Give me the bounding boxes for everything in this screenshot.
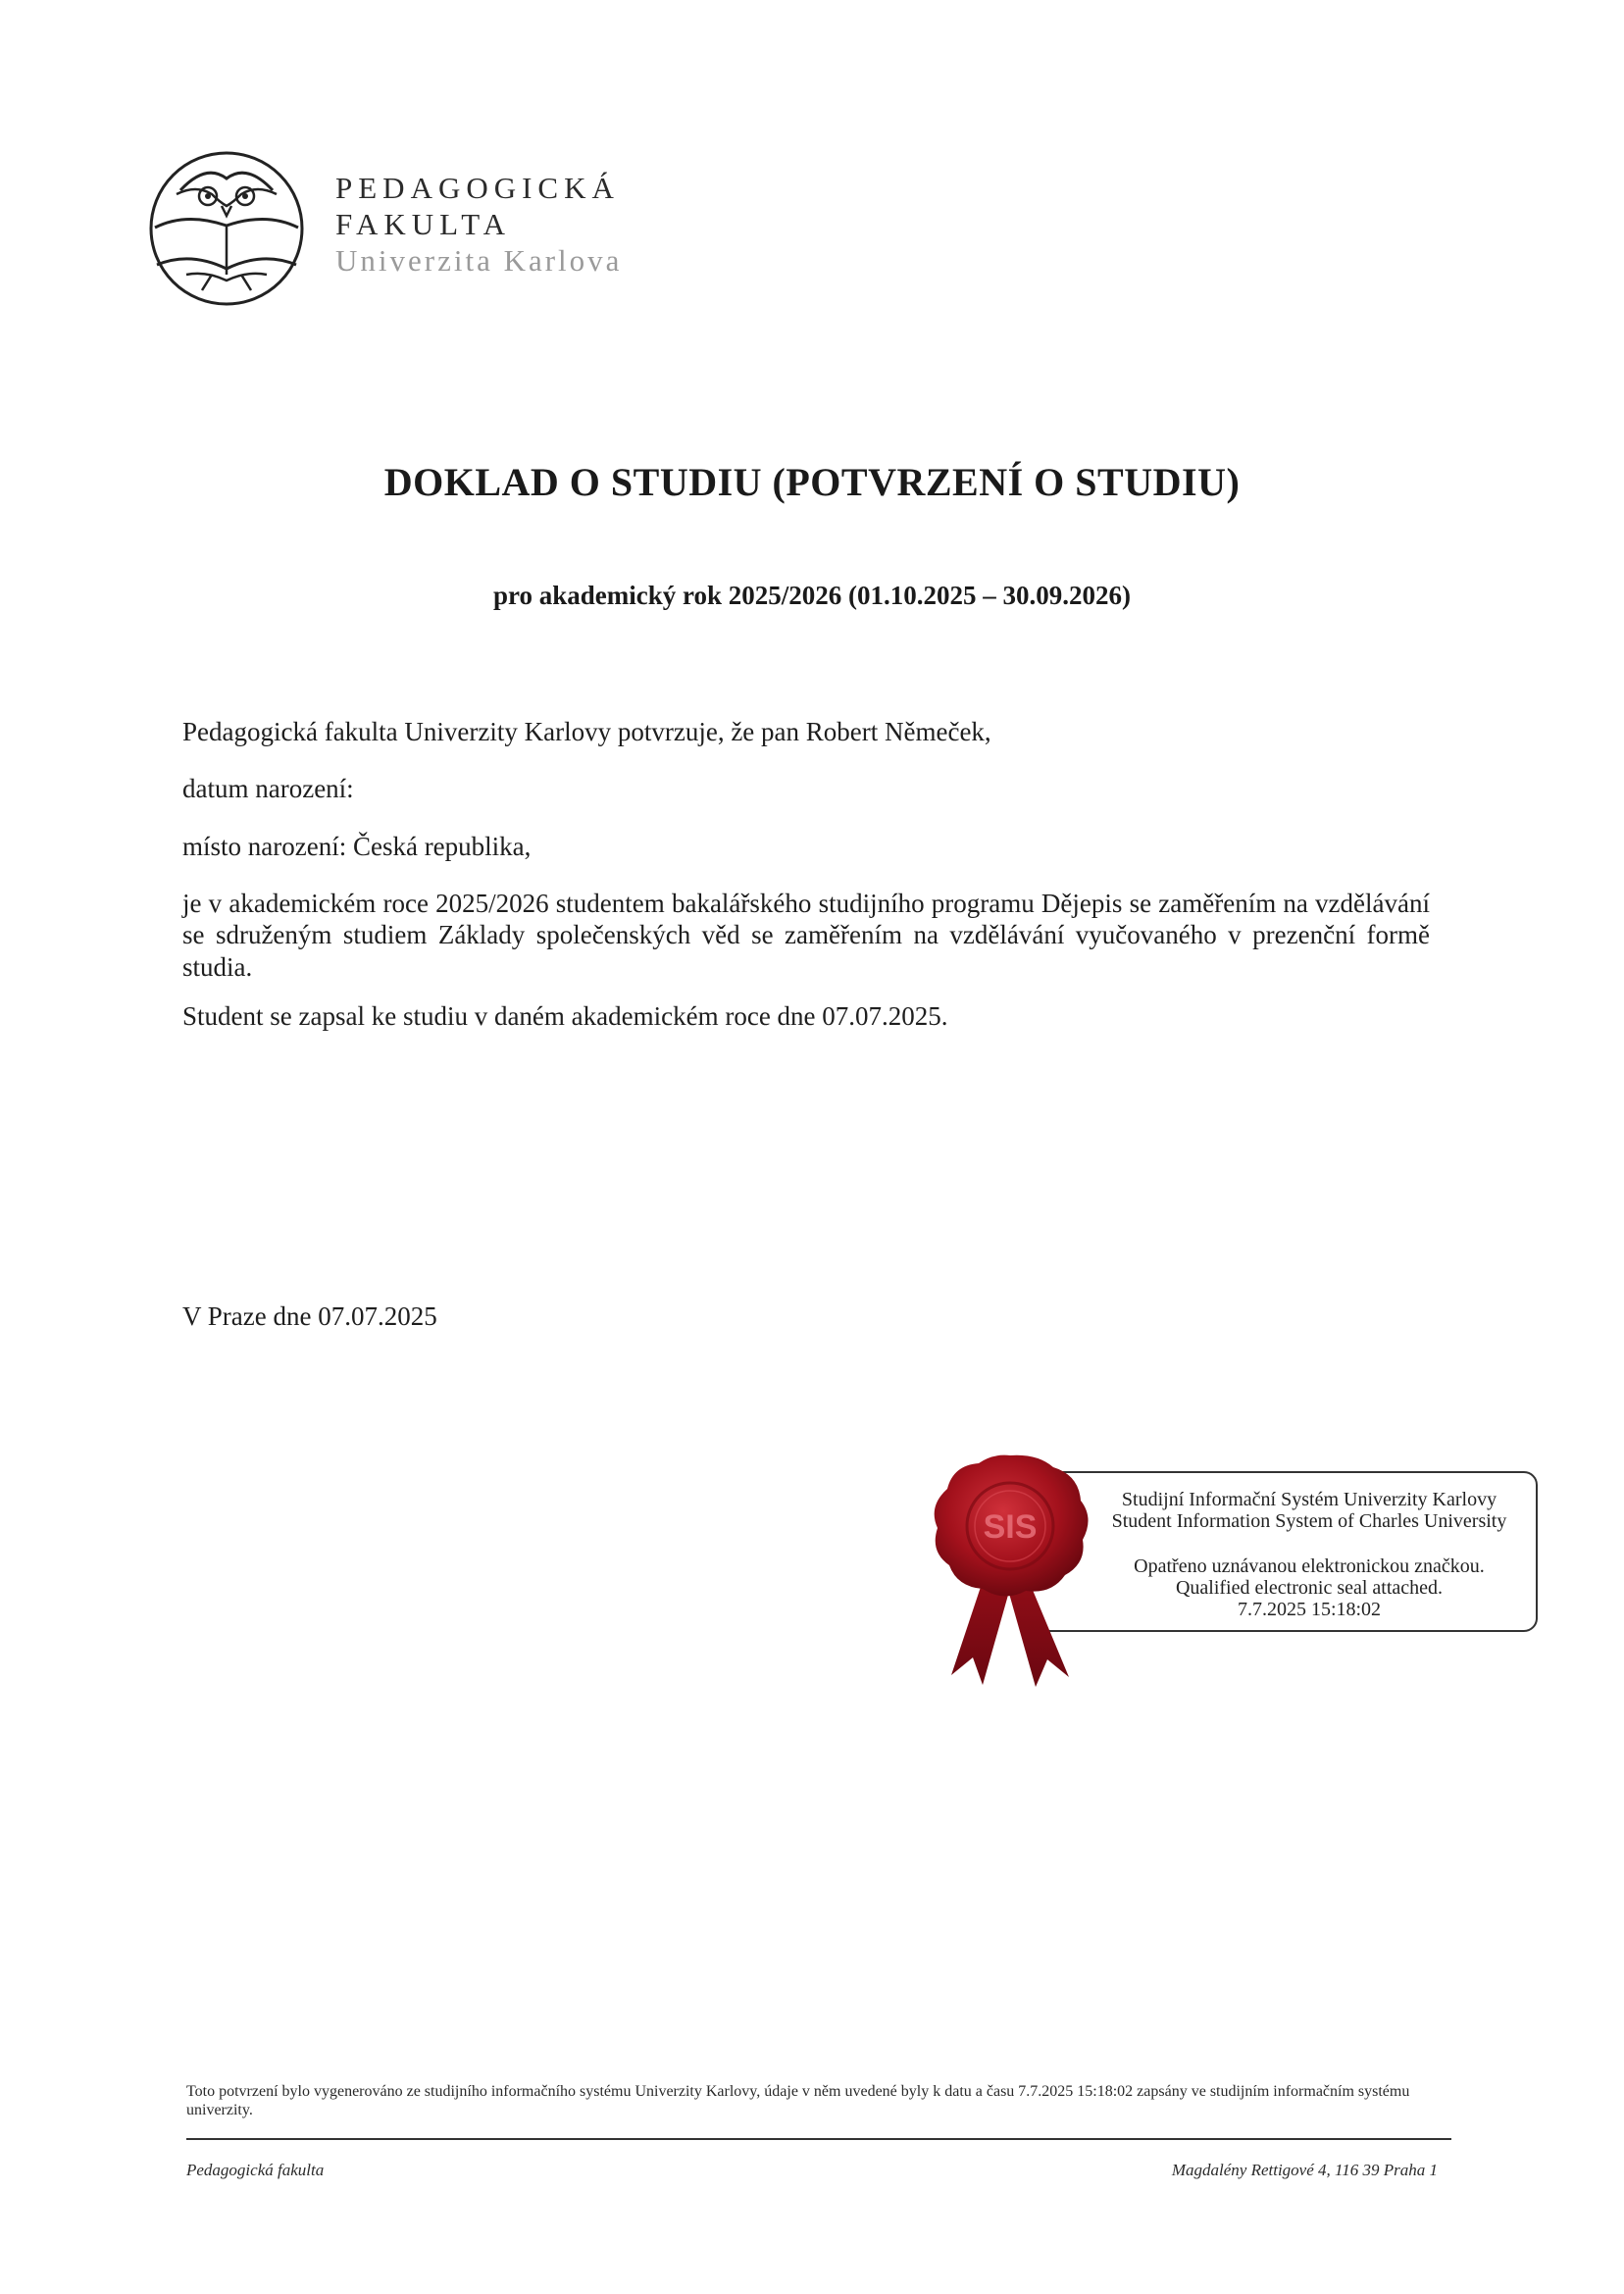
document-subtitle: pro akademický rok 2025/2026 (01.10.2025 – 30.09.2026) [492,581,1132,610]
faculty-name-line1: PEDAGOGICKÁ [335,171,620,205]
footer-faculty: Pedagogická fakulta [186,2161,325,2179]
document-title: DOKLAD O STUDIU (POTVRZENÍ O STUDIU) [383,460,1241,504]
place-date-text: V Praze dne 07.07.2025 [182,1301,437,1331]
birth-date-text: datum narození: [182,774,354,803]
electronic-seal-box [1030,1471,1538,1632]
owl-book-logo-icon [147,149,306,308]
seal-line-sis-cz: Studijní Informační Systém Univerzity Karlovy [1121,1489,1497,1510]
faculty-logo [147,149,306,308]
seal-line-sis-en: Student Information System of Charles University [1111,1510,1507,1532]
footer-address: Magdalény Rettigové 4, 116 39 Praha 1 [1171,2161,1438,2179]
program-text: je v akademickém roce 2025/2026 studentem bakalářského studijního programu Dějepis se zaměřením na vzdělávání se sdruženým studiem Základy společenských věd se zaměřením na vzdělávání vyučovaného v prezenční formě studia. [182,889,1430,982]
seal-line-attached-en: Qualified electronic seal attached. [1175,1577,1444,1599]
footer-note: Toto potvrzení bylo vygenerováno ze studijního informačního systému Univerzity Karlovy, údaje v něm uvedené byly k datu a času 7.7.2025 15:18:02 zapsány ve studijním informačním systému univerzity. [186,2083,1410,2119]
confirmation-text: Pedagogická fakulta Univerzity Karlovy potvrzuje, že pan Robert Němeček, [182,717,991,746]
wax-seal-label: SIS [983,1508,1038,1546]
enrollment-text: Student se zapsal ke studiu v daném akademickém roce dne 07.07.2025. [182,1001,948,1031]
footer-divider [186,2138,1451,2140]
birth-place-text: místo narození: Česká republika, [182,832,532,861]
faculty-name [335,173,622,276]
faculty-name-line2: FAKULTA [335,207,512,241]
seal-timestamp: 7.7.2025 15:18:02 [1237,1599,1382,1620]
seal-line-attached-cz: Opatřeno uznávanou elektronickou značkou. [1134,1555,1485,1577]
university-name: Univerzita Karlova [335,243,623,278]
wax-seal [922,1450,1098,1695]
wax-seal-icon [922,1450,1098,1695]
